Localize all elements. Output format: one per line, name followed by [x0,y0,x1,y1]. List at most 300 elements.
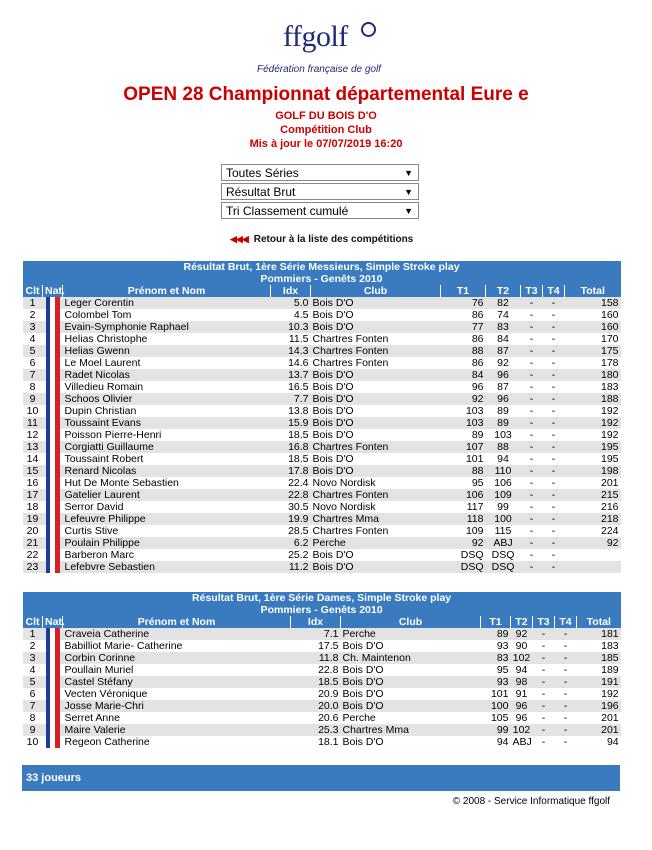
col-t1: T1 [481,616,511,628]
cell-club: Ch. Maintenon [341,652,481,664]
cell-t3: - [521,381,543,393]
cell-t1: 92 [441,537,486,549]
cell-idx: 11.2 [271,561,311,573]
cell-t2: 83 [486,321,521,333]
table-row [23,700,621,712]
cell-club: Bois D'O [341,700,481,712]
cell-club: Novo Nordisk [311,477,441,489]
cell-idx: 7.7 [271,393,311,405]
table-row [23,417,621,429]
nationality-cell [43,489,63,501]
cell-t4: - [543,489,565,501]
cell-total: 201 [577,712,621,724]
back-to-competitions-link[interactable] [230,234,413,245]
cell-t1: 117 [441,501,486,513]
cell-total: 180 [565,369,621,381]
cell-t2: 92 [486,357,521,369]
cell-idx: 7.1 [291,628,341,640]
col-clt: Clt [23,285,43,297]
cell-t2: 102 [511,724,533,736]
france-flag-icon [46,628,60,640]
table-row [23,465,621,477]
copyright: © 2008 - Service Informatique ffgolf [452,796,610,807]
cell-total: 216 [565,501,621,513]
france-flag-icon [46,688,60,700]
cell-total: 215 [565,489,621,501]
cell-clt: 17 [23,489,43,501]
cell-t1: 109 [441,525,486,537]
cell-clt: 9 [23,393,43,405]
table-row [23,712,621,724]
col-nat: Nat. [43,616,63,628]
table-row [23,477,621,489]
nationality-cell [43,712,63,724]
cell-t1: 103 [441,417,486,429]
cell-t2: 91 [511,688,533,700]
table-row [23,724,621,736]
cell-t2: 92 [511,628,533,640]
cell-name: Babilliot Marie- Catherine [63,640,291,652]
table-row [23,676,621,688]
cell-idx: 4.5 [271,309,311,321]
cell-clt: 1 [23,628,43,640]
cell-total [565,549,621,561]
cell-t4: - [555,676,577,688]
cell-idx: 22.8 [291,664,341,676]
table-row [23,297,621,309]
cell-clt: 2 [23,640,43,652]
dropdown-arrow-icon: ▼ [404,206,413,216]
cell-total: 94 [577,736,621,748]
cell-t2: 115 [486,525,521,537]
cell-clt: 7 [23,700,43,712]
cell-name: Schoos Olivier [63,393,271,405]
cell-total: 175 [565,345,621,357]
table-row [23,652,621,664]
cell-club: Chartres Fonten [311,525,441,537]
cell-t3: - [533,712,555,724]
cell-total: 195 [565,441,621,453]
france-flag-icon [46,333,60,345]
cell-t1: 93 [481,676,511,688]
cell-t2: 96 [511,700,533,712]
cell-clt: 8 [23,712,43,724]
table-row [23,453,621,465]
cell-t4: - [543,453,565,465]
cell-t1: 118 [441,513,486,525]
col-total: Total [565,285,621,297]
cell-total: 183 [577,640,621,652]
cell-t1: 88 [441,345,486,357]
ffgolf-logo [255,18,395,80]
cell-t2: 98 [511,676,533,688]
cell-name: Corbin Corinne [63,652,291,664]
cell-t2: 106 [486,477,521,489]
cell-total: 218 [565,513,621,525]
nationality-cell [43,309,63,321]
series-select-value: Toutes Séries [226,166,299,180]
cell-t1: 89 [441,429,486,441]
cell-name: Renard Nicolas [63,465,271,477]
nationality-cell [43,561,63,573]
cell-idx: 11.5 [271,333,311,345]
france-flag-icon [46,477,60,489]
cell-idx: 16.8 [271,441,311,453]
cell-club: Chartres Fonten [311,357,441,369]
cell-name: Corgiatti Guillaume [63,441,271,453]
cell-club: Chartres Mma [311,513,441,525]
cell-clt: 9 [23,724,43,736]
cell-clt: 18 [23,501,43,513]
france-flag-icon [46,381,60,393]
col-clt: Clt [23,616,43,628]
cell-name: Serret Anne [63,712,291,724]
cell-t4: - [543,549,565,561]
cell-name: Radet Nicolas [63,369,271,381]
golf-ball-icon [361,22,376,37]
cell-club: Perche [311,537,441,549]
nationality-cell [43,417,63,429]
cell-t2: 102 [511,652,533,664]
cell-idx: 30.5 [271,501,311,513]
cell-t4: - [543,537,565,549]
nationality-cell [43,369,63,381]
cell-t2: 96 [486,369,521,381]
cell-club: Bois D'O [311,369,441,381]
col-name: Prénom et Nom [63,616,291,628]
france-flag-icon [46,321,60,333]
cell-t1: 96 [441,381,486,393]
cell-clt: 5 [23,345,43,357]
cell-idx: 11.8 [291,652,341,664]
cell-t1: 101 [481,688,511,700]
col-t4: T4 [555,616,577,628]
cell-total: 181 [577,628,621,640]
cell-t3: - [521,453,543,465]
cell-t3: - [533,640,555,652]
cell-club: Chartres Mma [341,724,481,736]
cell-t3: - [533,688,555,700]
nationality-cell [43,381,63,393]
nationality-cell [43,321,63,333]
cell-t4: - [543,513,565,525]
logo-subtitle: Fédération française de golf [257,64,381,75]
cell-t2: ABJ [486,537,521,549]
table-row [23,345,621,357]
table-row [23,393,621,405]
competition-type: Compétition Club [280,124,372,136]
cell-t1: DSQ [441,549,486,561]
cell-club: Bois D'O [311,381,441,393]
cell-name: Craveia Catherine [63,628,291,640]
cell-total [565,561,621,573]
men-results-table [22,261,621,573]
cell-club: Bois D'O [341,676,481,688]
cell-t4: - [555,736,577,748]
result-type-select[interactable] [221,183,419,200]
cell-name: Evain-Symphonie Raphael [63,321,271,333]
table-row [23,357,621,369]
france-flag-icon [46,309,60,321]
cell-idx: 16.5 [271,381,311,393]
france-flag-icon [46,405,60,417]
cell-total: 183 [565,381,621,393]
cell-club: Perche [341,628,481,640]
table-row [23,369,621,381]
france-flag-icon [46,453,60,465]
cell-clt: 3 [23,652,43,664]
cell-t3: - [521,525,543,537]
cell-total: 160 [565,321,621,333]
cell-t3: - [533,676,555,688]
cell-t2: DSQ [486,549,521,561]
cell-t3: - [521,369,543,381]
cell-t3: - [521,321,543,333]
cell-name: Hut De Monte Sebastien [63,477,271,489]
cell-total: 188 [565,393,621,405]
cell-t4: - [555,712,577,724]
series-select[interactable] [221,164,419,181]
col-t2: T2 [511,616,533,628]
france-flag-icon [46,501,60,513]
nationality-cell [43,700,63,712]
cell-idx: 13.8 [271,405,311,417]
cell-club: Bois D'O [311,309,441,321]
cell-name: Vecten Véronique [63,688,291,700]
cell-clt: 14 [23,453,43,465]
cell-idx: 20.9 [291,688,341,700]
france-flag-icon [46,700,60,712]
cell-name: Lefeuvre Philippe [63,513,271,525]
cell-idx: 25.2 [271,549,311,561]
cell-t3: - [533,664,555,676]
cell-t2: 103 [486,429,521,441]
cell-t2: 94 [486,453,521,465]
cell-t4: - [543,405,565,417]
cell-t3: - [533,724,555,736]
table-row [23,688,621,700]
cell-idx: 14.3 [271,345,311,357]
cell-name: Le Moel Laurent [63,357,271,369]
cell-t4: - [555,724,577,736]
cell-total: 192 [565,417,621,429]
cell-t3: - [521,477,543,489]
cell-club: Bois D'O [341,688,481,700]
cell-t4: - [543,309,565,321]
cell-t4: - [543,561,565,573]
cell-name: Poisson Pierre-Henri [63,429,271,441]
cell-t1: 105 [481,712,511,724]
cell-t2: 90 [511,640,533,652]
france-flag-icon [46,465,60,477]
cell-total: 201 [577,724,621,736]
back-link-label: Retour à la liste des compétitions [253,234,414,245]
cell-club: Chartres Fonten [311,489,441,501]
cell-name: Josse Marie-Chri [63,700,291,712]
cell-clt: 4 [23,664,43,676]
cell-clt: 8 [23,381,43,393]
table-row [23,405,621,417]
col-t1: T1 [441,285,486,297]
cell-total: 191 [577,676,621,688]
cell-t4: - [543,525,565,537]
cell-total: 201 [565,477,621,489]
cell-t1: 86 [441,333,486,345]
nationality-cell [43,357,63,369]
cell-name: Poulain Philippe [63,537,271,549]
cell-club: Bois D'O [311,321,441,333]
cell-clt: 16 [23,477,43,489]
cell-t3: - [521,501,543,513]
cell-clt: 6 [23,357,43,369]
france-flag-icon [46,441,60,453]
sort-select[interactable] [221,202,419,219]
france-flag-icon [46,357,60,369]
cell-name: Lefebvre Sebastien [63,561,271,573]
cell-t1: DSQ [441,561,486,573]
page-title: OPEN 28 Championnat départemental Eure e [123,84,529,105]
men-table-course: Pommiers - Genêts 2010 [23,273,621,285]
cell-t3: - [521,333,543,345]
nationality-cell [43,724,63,736]
logo-text: ffgolf [283,20,348,53]
cell-t2: 100 [486,513,521,525]
cell-t2: 109 [486,489,521,501]
france-flag-icon [46,513,60,525]
france-flag-icon [46,525,60,537]
cell-name: Gatelier Laurent [63,489,271,501]
cell-t4: - [555,700,577,712]
players-count: 33 joueurs [26,772,82,784]
cell-t2: 94 [511,664,533,676]
cell-total: 196 [577,700,621,712]
cell-t3: - [521,537,543,549]
cell-t4: - [543,477,565,489]
cell-t4: - [543,393,565,405]
cell-t4: - [543,465,565,477]
cell-t1: 107 [441,441,486,453]
cell-t3: - [521,297,543,309]
cell-t1: 106 [441,489,486,501]
france-flag-icon [46,417,60,429]
france-flag-icon [46,561,60,573]
cell-idx: 10.3 [271,321,311,333]
nationality-cell [43,453,63,465]
france-flag-icon [46,537,60,549]
cell-clt: 23 [23,561,43,573]
nationality-cell [43,736,63,748]
cell-t2: 84 [486,333,521,345]
cell-t4: - [543,429,565,441]
table-row [23,513,621,525]
nationality-cell [43,477,63,489]
cell-club: Chartres Fonten [311,441,441,453]
cell-t3: - [521,465,543,477]
cell-t2: 99 [486,501,521,513]
nationality-cell [43,688,63,700]
table-row [23,640,621,652]
cell-t1: 76 [441,297,486,309]
table-row [23,381,621,393]
cell-total: 178 [565,357,621,369]
cell-clt: 21 [23,537,43,549]
cell-idx: 18.5 [271,429,311,441]
col-club: Club [341,616,481,628]
cell-total: 185 [577,652,621,664]
result-type-select-value: Résultat Brut [226,185,296,199]
cell-t2: 96 [511,712,533,724]
nationality-cell [43,628,63,640]
cell-club: Bois D'O [311,393,441,405]
cell-total: 158 [565,297,621,309]
cell-t3: - [521,393,543,405]
cell-t3: - [533,736,555,748]
back-arrows-icon: ◀◀◀ [230,234,248,244]
france-flag-icon [46,736,60,748]
cell-clt: 10 [23,736,43,748]
col-idx: Idx [291,616,341,628]
cell-clt: 6 [23,688,43,700]
table-row [23,489,621,501]
cell-clt: 20 [23,525,43,537]
cell-t4: - [543,357,565,369]
col-club: Club [311,285,441,297]
cell-clt: 5 [23,676,43,688]
cell-total: 224 [565,525,621,537]
france-flag-icon [46,429,60,441]
cell-idx: 18.1 [291,736,341,748]
france-flag-icon [46,640,60,652]
cell-t2: 96 [486,393,521,405]
sort-select-value: Tri Classement cumulé [226,204,349,218]
cell-name: Colombel Tom [63,309,271,321]
cell-idx: 18.5 [291,676,341,688]
men-table-title: Résultat Brut, 1ère Série Messieurs, Simple Stroke play [23,261,621,273]
cell-club: Bois D'O [311,465,441,477]
nationality-cell [43,525,63,537]
cell-t2: 87 [486,345,521,357]
cell-t2: 89 [486,405,521,417]
cell-t1: 89 [481,628,511,640]
cell-t4: - [555,652,577,664]
cell-name: Villedieu Romain [63,381,271,393]
cell-clt: 12 [23,429,43,441]
nationality-cell [43,393,63,405]
women-table-course: Pommiers - Genêts 2010 [23,604,621,616]
france-flag-icon [46,369,60,381]
cell-idx: 17.5 [291,640,341,652]
cell-t4: - [555,664,577,676]
france-flag-icon [46,549,60,561]
table-row [23,664,621,676]
cell-t2: 82 [486,297,521,309]
women-table-title: Résultat Brut, 1ère Série Dames, Simple Stroke play [23,592,621,604]
col-nat: Nat. [43,285,63,297]
cell-clt: 7 [23,369,43,381]
cell-t3: - [521,441,543,453]
cell-t1: 100 [481,700,511,712]
cell-total: 189 [577,664,621,676]
cell-club: Bois D'O [311,297,441,309]
cell-t4: - [543,321,565,333]
cell-club: Bois D'O [341,640,481,652]
cell-total: 92 [565,537,621,549]
cell-name: Helias Gwenn [63,345,271,357]
cell-t1: 93 [481,640,511,652]
nationality-cell [43,465,63,477]
table-row [23,525,621,537]
cell-club: Bois D'O [311,417,441,429]
